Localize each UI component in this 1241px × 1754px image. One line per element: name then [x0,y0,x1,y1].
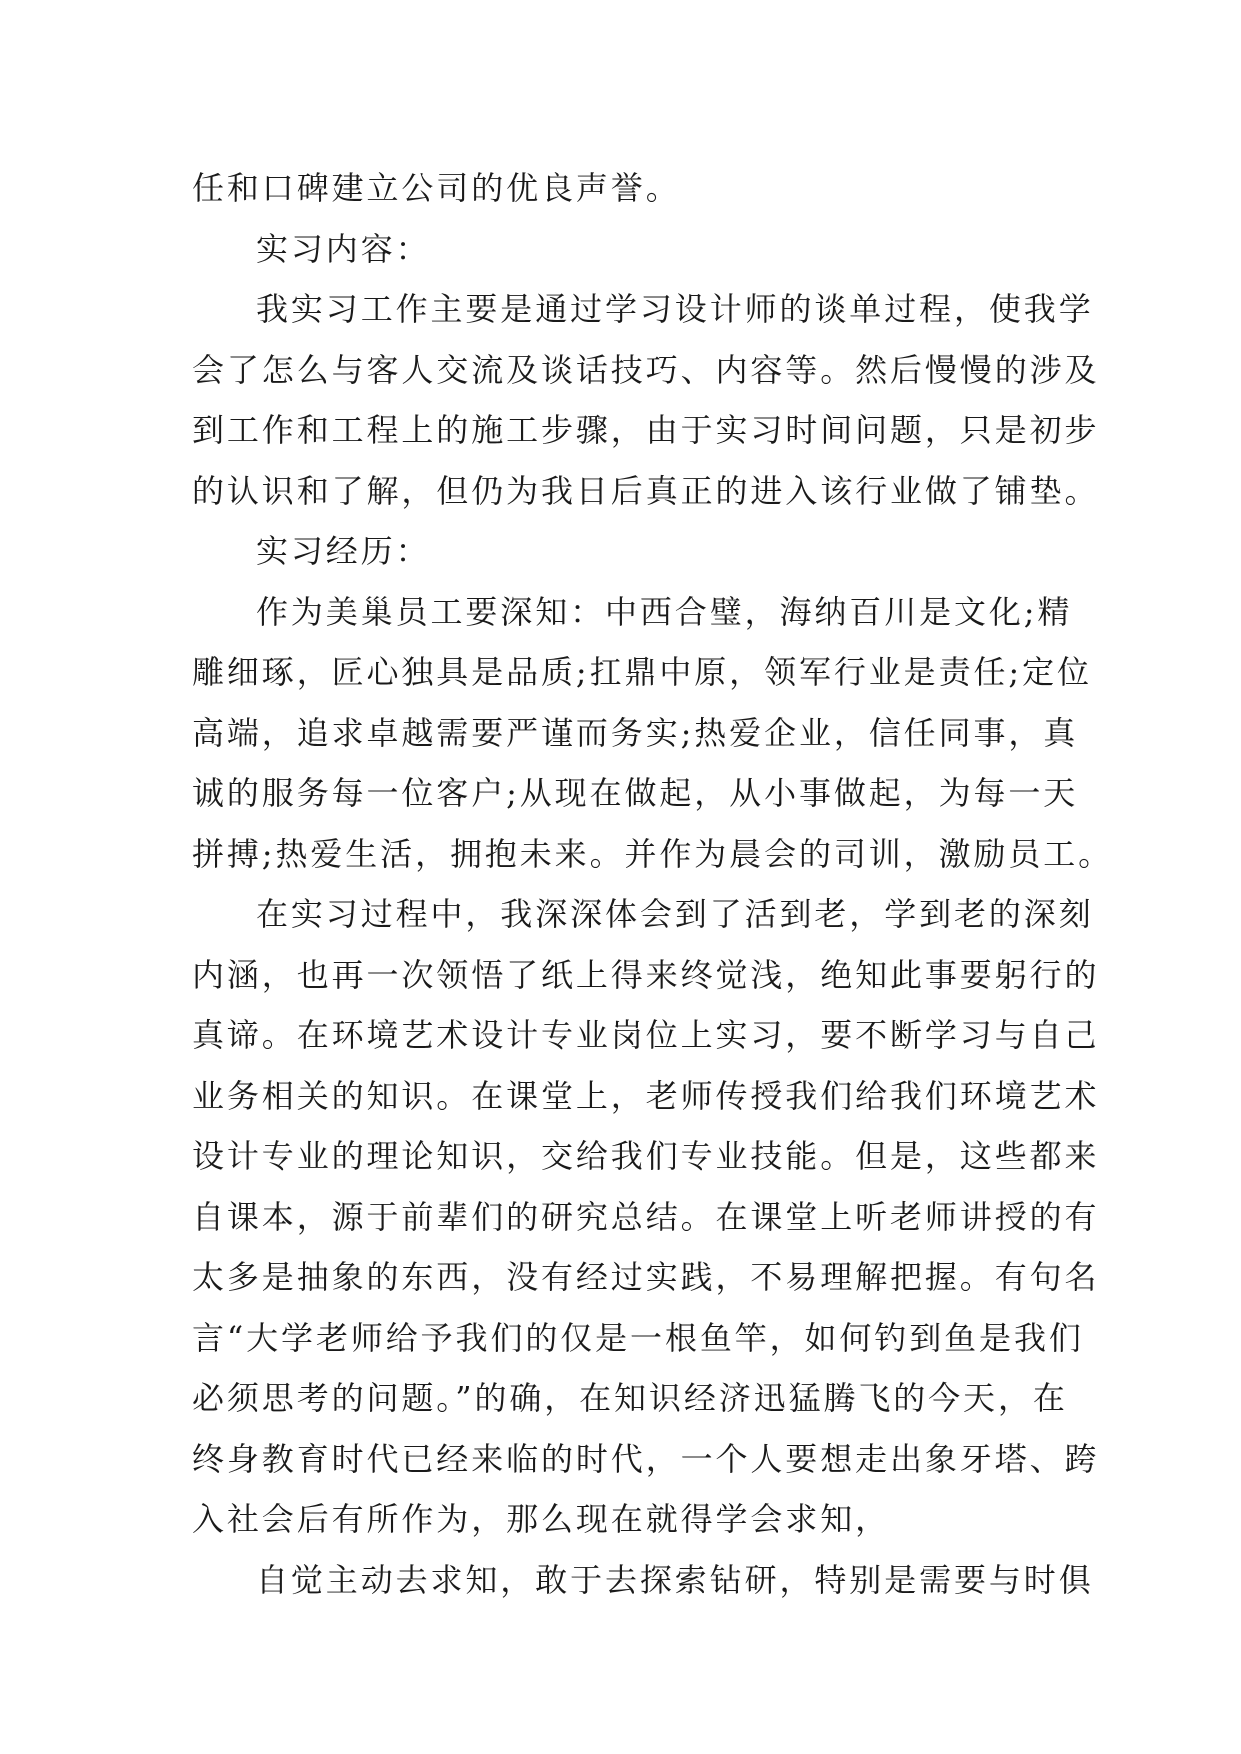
text-line: 自觉主动去求知，敢于去探索钻研，特别是需要与时俱 [256,1560,1094,1599]
text-line: 太多是抽象的东西，没有经过实践，不易理解把握。有句名 [192,1258,1100,1296]
text-line: 实习内容： [256,229,431,268]
text-line: 言“大学老师给予我们的仅是一根鱼竿，如何钓到鱼是我们 [192,1318,1084,1357]
text-line: 高端，追求卓越需要严谨而务实;热爱企业，信任同事，真 [192,713,1079,752]
body-text [192,158,1114,1610]
text-line: 终身教育时代已经来临的时代，一个人要想走出象牙塔、跨 [192,1439,1100,1478]
text-line: 雕细琢，匠心独具是品质;扛鼎中原，领军行业是责任;定位 [192,653,1092,691]
text-line: 任和口碑建立公司的优良声誉。 [192,169,681,207]
text-line: 会了怎么与客人交流及谈话技巧、内容等。然后慢慢的涉及 [192,350,1100,389]
text-line: 拼搏;热爱生活，拥抱未来。并作为晨会的司训，激励员工。 [192,834,1114,873]
text-line: 实习经历： [256,532,431,570]
text-line: 设计专业的理论知识，交给我们专业技能。但是，这些都来 [192,1137,1100,1175]
text-line: 业务相关的知识。在课堂上，老师传授我们给我们环境艺术 [192,1076,1100,1115]
text-line: 必须思考的问题。”的确，在知识经济迅猛腾飞的今天，在 [192,1379,1068,1417]
text-line: 内涵，也再一次领悟了纸上得来终觉浅，绝知此事要躬行的 [192,955,1100,994]
text-line: 作为美巢员工要深知：中西合璧，海纳百川是文化;精 [256,592,1073,631]
text-line: 入社会后有所作为，那么现在就得学会求知， [192,1500,891,1538]
text-line: 我实习工作主要是通过学习设计师的谈单过程，使我学 [256,290,1094,328]
text-line: 到工作和工程上的施工步骤，由于实习时间问题，只是初步 [192,411,1100,449]
text-line: 真谛。在环境艺术设计专业岗位上实习，要不断学习与自己 [192,1016,1100,1054]
text-line: 自课本，源于前辈们的研究总结。在课堂上听老师讲授的有 [192,1197,1100,1236]
text-line: 在实习过程中，我深深体会到了活到老，学到老的深刻 [256,895,1094,933]
text-line: 诚的服务每一位客户;从现在做起，从小事做起，为每一天 [192,774,1079,812]
text-line: 的认识和了解，但仍为我日后真正的进入该行业做了铺垫。 [192,471,1100,510]
